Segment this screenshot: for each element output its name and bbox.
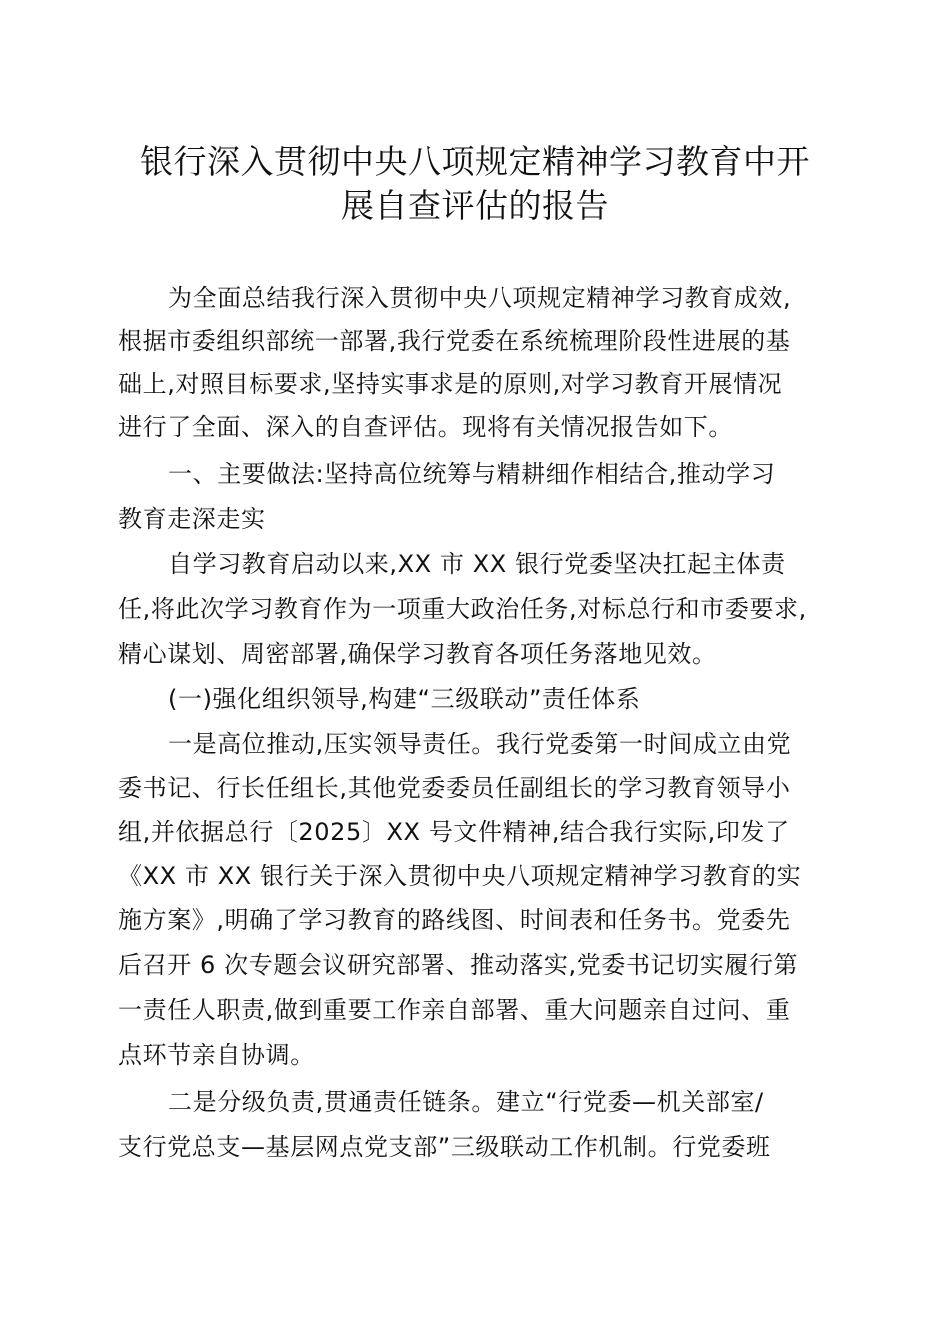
document-title-line-1: 银行深入贯彻中央八项规定精神学习教育中开: [140, 142, 810, 181]
subsection-heading: (一)强化组织领导,构建“三级联动”责任体系: [168, 685, 641, 713]
body-line: 支行党总支—基层网点党支部”三级联动工作机制。行党委班: [118, 1133, 771, 1161]
body-line: 础上,对照目标要求,坚持实事求是的原则,对学习教育开展情况: [118, 370, 783, 398]
body-line: 点环节亲自协调。: [118, 1041, 315, 1069]
body-line: 为全面总结我行深入贯彻中央八项规定精神学习教育成效,: [168, 284, 792, 312]
body-line: 根据市委组织部统一部署,我行党委在系统梳理阶段性进展的基: [118, 327, 791, 355]
body-line: 委书记、行长任组长,其他党委委员任副组长的学习教育领导小: [118, 774, 791, 802]
body-line: 精心谋划、周密部署,确保学习教育各项任务落地见效。: [118, 640, 717, 668]
document-title-line-2: 展自查评估的报告: [341, 186, 609, 225]
body-line: 一是高位推动,压实领导责任。我行党委第一时间成立由党: [168, 730, 792, 758]
section-heading-line: 教育走深走实: [118, 505, 266, 533]
body-line: 组,并依据总行〔2025〕XX 号文件精神,结合我行实际,印发了: [118, 818, 790, 846]
body-line: 二是分级负责,贯通责任链条。建立“行党委—机关部室/: [168, 1088, 764, 1116]
body-line: 施方案》,明确了学习教育的路线图、时间表和任务书。党委先: [118, 906, 791, 934]
body-line: 后召开 6 次专题会议研究部署、推动落实,党委书记切实履行第: [118, 951, 799, 979]
body-line: 自学习教育启动以来,XX 市 XX 银行党委坚决扛起主体责: [168, 550, 786, 578]
body-line: 任,将此次学习教育作为一项重大政治任务,对标总行和市委要求,: [118, 595, 807, 623]
body-line: 《XX 市 XX 银行关于深入贯彻中央八项规定精神学习教育的实: [118, 862, 802, 890]
body-line: 一责任人职责,做到重要工作亲自部署、重大问题亲自过问、重: [118, 996, 791, 1024]
section-heading-line: 一、主要做法:坚持高位统筹与精耕细作相结合,推动学习: [168, 460, 776, 488]
body-line: 进行了全面、深入的自查评估。现将有关情况报告如下。: [118, 413, 733, 441]
